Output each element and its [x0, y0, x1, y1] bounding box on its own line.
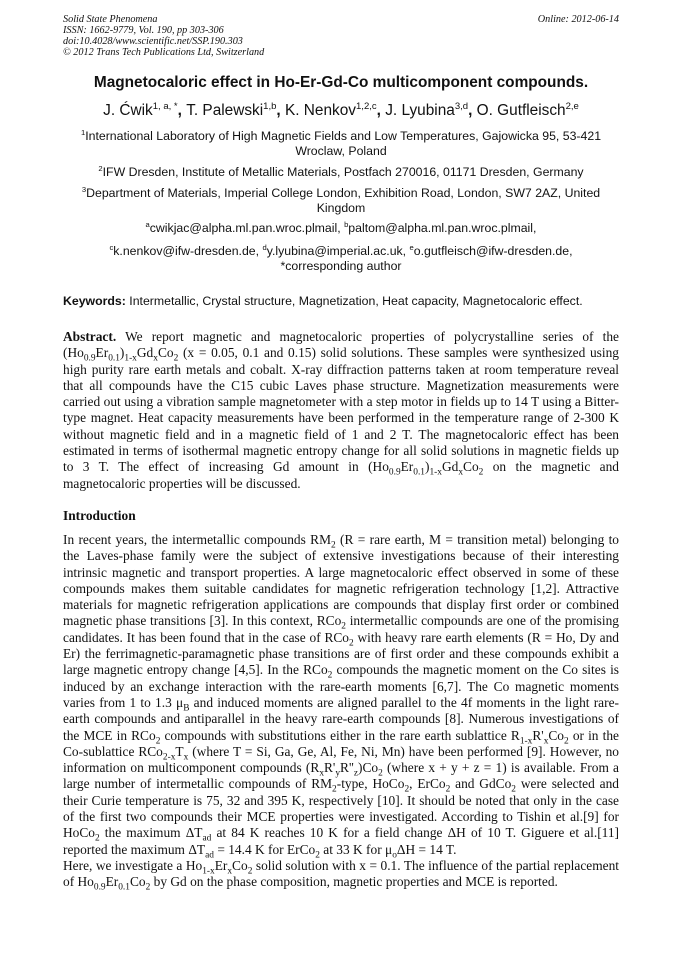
- affiliation-2: [63, 165, 619, 180]
- author-name: T. Palewski: [186, 102, 264, 119]
- email-sup: a: [145, 219, 150, 229]
- author-name: K. Nenkov: [284, 102, 356, 119]
- corresponding-author-note: *corresponding author: [280, 259, 402, 273]
- journal-header: [63, 14, 619, 58]
- journal-copyright: © 2012 Trans Tech Publications Ltd, Switzerland: [63, 47, 265, 58]
- email-sup: b: [344, 219, 349, 229]
- email-sup: e: [409, 242, 414, 252]
- abstract: Abstract. We report magnetic and magnetocaloric properties of polycrystalline series of the $(Ho_{0.9}Er_{0.1})_{1-x}Gd_xCo_2$ (x = 0.05, 0.1 and 0.15) solid solutions. These samples were synthesized using high purity rare earth metals and cobalt. X-ray diffraction patterns taken at room temperature reveal that all compounds have the C15 cubic Laves phase structure. Magnetization measurements were carried out using a vibration sample magnetometer with a step motor in fields up to 14 T using a Bitter-type magnet. Heat capacity measurements have been performed in the temperature range of 2-300 K without magnetic field and in a magnetic field of 1 and 2 T. The magnetocaloric effect has been estimated in terms of isothermal magnetic entropy change for all solid solutions in magnetic fields up to 3 T. The effect of increasing Gd amount in $(Ho_{0.9}Er_{0.1})_{1-x}Gd_xCo_2$ on the magnetic and magnetocaloric properties will be discussed.: [63, 329, 619, 491]
- paper-title: Magnetocaloric effect in Ho-Er-Gd-Co multicomponent compounds.: [93, 74, 589, 91]
- email-link[interactable]: o.gutfleisch@ifw-dresden.de,: [413, 244, 573, 258]
- affiliation-text: IFW Dresden, Institute of Metallic Materials, Postfach 270016, 01171 Dresden, Germany: [102, 165, 584, 179]
- keywords: [63, 294, 619, 309]
- author-sup: 1, a, *: [152, 100, 178, 112]
- keywords-text: Intermetallic, Crystal structure, Magnetization, Heat capacity, Magnetocaloric effect.: [129, 294, 583, 308]
- keywords-label: Keywords:: [63, 294, 126, 308]
- affiliation-number: 2: [98, 163, 103, 173]
- affiliation-3: [63, 186, 619, 216]
- affiliation-text: Department of Materials, Imperial College London, Exhibition Road, London, SW7 2AZ, United Kingdom: [86, 186, 601, 215]
- author-name: O. Gutfleisch: [476, 102, 566, 119]
- journal-name: Solid State Phenomena: [63, 14, 158, 25]
- email-link[interactable]: cwikjac@alpha.ml.pan.wroc.plmail,: [149, 221, 345, 235]
- author-sup: 2,e: [565, 100, 579, 112]
- author-sup: 1,b: [263, 100, 277, 112]
- abstract-label: Abstract.: [63, 329, 117, 344]
- author-list: J. Ćwik$^{1, a, *}$, T. Palewski$^{1,b}$, K. Nenkov$^{1,2,c}$, J. Lyubina$^{3,d}$, O. Gutfleisch$^{2,e}$: [103, 100, 579, 119]
- affiliation-number: 1: [80, 127, 86, 137]
- email-line-2: [63, 244, 619, 274]
- author-sup: 1,2,c: [356, 100, 377, 112]
- email-link[interactable]: paltom@alpha.ml.pan.wroc.plmail,: [348, 221, 537, 235]
- email-sup: c: [109, 242, 114, 252]
- author-name: J. Ćwik: [103, 102, 153, 119]
- affiliation-number: 3: [81, 184, 87, 194]
- author-name: J. Lyubina: [385, 102, 455, 119]
- section-heading-introduction: Introduction: [63, 508, 136, 523]
- affiliation-1: [63, 129, 619, 159]
- introduction-body: In recent years, the intermetallic compounds $RM_2$ (R = rare earth, M = transition metal) belonging to the Laves-phase family were the subject of extensive investigations because of their interesting intrinsic magnetic and transport properties. A large magnetocaloric effect observed in some of these compounds makes them suitable candidates for magnetic refrigeration technology [1,2]. Attractive materials for magnetic refrigeration applications are compounds that display first order or combined magnetic phase transitions [3]. In this context, RCo$_2$ intermetallic compounds are one of the promising candidates. It has been found that in the case of RCo$_2$ with heavy rare earth elements (R = Ho, Dy and Er) the ferrimagnetic-paramagnetic phase transitions are of first order and these compounds exhibit a large magnetic entropy change [4,5]. In the RCo$_2$ compounds the magnetic moment on the Co sites is induced by an exchange interaction with the rare-earth moments [6,7]. The Co magnetic moments varies from 1 to 1.3 $\mu_B$ and induced moments are aligned parallel to the 4f moments in the light rare-earth compounds and antiparallel in the heavy rare-earth compounds [8]. Numerous investigations of the MCE in RCo$_2$ compounds with substitutions either in the rare earth sublattice $R_{1-x}R'_xCo_2$ or in the Co-sublattice $RCo_{2-x}T_x$ (where T = Si, Ga, Ge, Al, Fe, Ni, Mn) have been performed [9]. However, no information on multicomponent compounds $(R_xR'_yR''_z)Co_2$ (where x + y + z = 1) is available. From a large number of intermetallic compounds of $RM_2$-type, HoCo$_2$, ErCo$_2$ and GdCo$_2$ were selected and their Curie temperature is 75, 32 and 395 K, respectively [10]. It should be noted that only in the case of the first two compounds their MCE properties were investigated. According to Tishin et al.[9] for HoCo$_2$ the maximum $\Delta T_{ad}$ at 84 K reaches 10 K for a field change ΔH of 10 T. Giguere et al.[11] reported the maximum $\Delta T_{ad} = 14.4$ K for ErCo$_2$ at 33 K for $\mu_o\Delta H = 14$ T. Here, we investigate a $Ho_{1-x}Er_xCo_2$ solid solution with x = 0.1. The influence of the partial replacement of $Ho_{0.9}Er_{0.1}Co_2$ by Gd on the phase composition, magnetic properties and MCE is reported.: [63, 532, 620, 893]
- online-date: Online: 2012-06-14: [537, 14, 619, 25]
- email-link[interactable]: k.nenkov@ifw-dresden.de,: [113, 244, 263, 258]
- email-sup: d: [262, 242, 267, 252]
- journal-doi: doi:10.4028/www.scientific.net/SSP.190.303: [63, 36, 243, 47]
- email-line-1: [63, 221, 619, 236]
- email-link[interactable]: y.lyubina@imperial.ac.uk,: [266, 244, 410, 258]
- journal-issn: ISSN: 1662-9779, Vol. 190, pp 303-306: [63, 25, 224, 36]
- affiliation-text: International Laboratory of High Magnetic Fields and Low Temperatures, Gajowicka 95, 53-421 Wroclaw, Poland: [85, 129, 602, 158]
- author-sup: 3,d: [454, 100, 469, 112]
